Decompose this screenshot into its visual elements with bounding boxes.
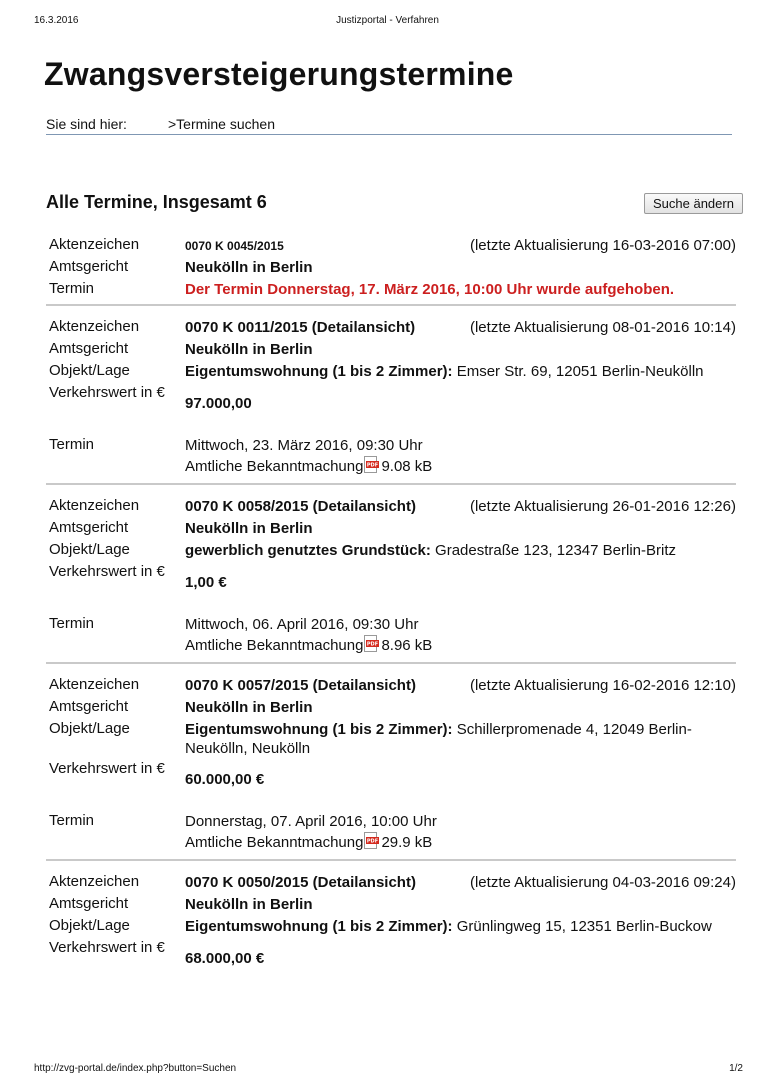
print-date: 16.3.2016 (34, 15, 79, 26)
label-amtsgericht: Amtsgericht (49, 698, 129, 715)
svg-text:PDF: PDF (367, 462, 379, 468)
announcement-link[interactable]: Amtliche Bekanntmachung (185, 637, 364, 654)
object-address: Grünlingweg 15, 12351 Berlin-Buckow (452, 918, 712, 935)
label-objekt: Objekt/Lage (49, 541, 130, 558)
print-url: http://zvg-portal.de/index.php?button=Suchen (34, 1063, 237, 1074)
label-objekt: Objekt/Lage (49, 362, 130, 379)
label-termin: Termin (49, 615, 95, 632)
object-type: Eigentumswohnung (1 bis 2 Zimmer): (185, 363, 453, 380)
last-update: (letzte Aktualisierung 16-03-2016 07:00) (469, 237, 736, 254)
label-amtsgericht: Amtsgericht (49, 895, 129, 912)
change-search-button[interactable]: Suche ändern (644, 193, 743, 214)
auction-date: Mittwoch, 23. März 2016, 09:30 Uhr (185, 437, 423, 454)
label-aktenzeichen: Aktenzeichen (49, 676, 140, 693)
pdf-icon[interactable] (364, 832, 379, 849)
court-value: Neukölln in Berlin (185, 520, 313, 537)
record-0011-2015 (46, 316, 736, 485)
auction-date: Donnerstag, 07. April 2016, 10:00 Uhr (185, 813, 437, 830)
object-address: Gradestraße 123, 12347 Berlin-Britz (430, 542, 676, 559)
aktenzeichen-value: 0070 K 0045/2015 (185, 239, 284, 253)
court-value: Neukölln in Berlin (185, 259, 313, 276)
aktenzeichen-detail-link[interactable]: 0070 K 0011/2015 (Detailansicht) (185, 319, 416, 336)
market-value: 1,00 € (185, 574, 227, 591)
label-verkehrswert: Verkehrswert in € (49, 939, 165, 956)
object-type: gewerblich genutztes Grundstück: (185, 542, 431, 559)
label-objekt: Objekt/Lage (49, 917, 130, 934)
aktenzeichen-detail-link[interactable]: 0070 K 0058/2015 (Detailansicht) (185, 498, 416, 515)
court-value: Neukölln in Berlin (185, 699, 313, 716)
court-value: Neukölln in Berlin (185, 896, 313, 913)
svg-text:PDF: PDF (367, 838, 379, 844)
record-0050-2015 (46, 871, 736, 985)
page-title: Zwangsversteigerungstermine (44, 56, 514, 92)
results-heading: Alle Termine, Insgesamt 6 (46, 192, 267, 212)
label-verkehrswert: Verkehrswert in € (49, 384, 165, 401)
record-0058-2015 (46, 495, 736, 664)
file-size: 29.9 kB (381, 834, 433, 851)
label-aktenzeichen: Aktenzeichen (49, 318, 140, 335)
label-amtsgericht: Amtsgericht (49, 340, 129, 357)
label-verkehrswert: Verkehrswert in € (49, 563, 165, 580)
file-size: 9.08 kB (381, 458, 433, 475)
label-termin: Termin (49, 436, 95, 453)
label-aktenzeichen: Aktenzeichen (49, 497, 140, 514)
breadcrumb (46, 116, 732, 135)
label-objekt: Objekt/Lage (49, 720, 130, 737)
aktenzeichen-detail-link[interactable]: 0070 K 0057/2015 (Detailansicht) (185, 677, 416, 694)
label-amtsgericht: Amtsgericht (49, 519, 129, 536)
object-type: Eigentumswohnung (1 bis 2 Zimmer): (185, 918, 453, 935)
cancelled-notice: Der Termin Donnerstag, 17. März 2016, 10:00 Uhr wurde aufgehoben. (185, 281, 675, 298)
last-update: (letzte Aktualisierung 08-01-2016 10:14) (469, 319, 736, 336)
market-value: 68.000,00 € (185, 950, 265, 967)
records-list (46, 234, 736, 995)
label-termin: Termin (49, 812, 95, 829)
svg-text:PDF: PDF (367, 641, 379, 647)
pdf-icon[interactable] (364, 456, 379, 473)
market-value: 60.000,00 € (185, 771, 265, 788)
record-0057-2015 (46, 674, 736, 861)
page-number: 1/2 (729, 1063, 743, 1074)
last-update: (letzte Aktualisierung 26-01-2016 12:26) (469, 498, 736, 515)
record-0045-2015 (46, 234, 736, 306)
object-address: Schillerpromenade 4, 12049 Berlin-Neukölln, Neukölln (185, 721, 692, 757)
auction-date: Mittwoch, 06. April 2016, 09:30 Uhr (185, 616, 419, 633)
label-verkehrswert: Verkehrswert in € (49, 760, 165, 777)
court-value: Neukölln in Berlin (185, 341, 313, 358)
pdf-icon[interactable] (364, 635, 379, 652)
label-aktenzeichen: Aktenzeichen (49, 236, 140, 253)
market-value: 97.000,00 (185, 395, 252, 412)
last-update: (letzte Aktualisierung 16-02-2016 12:10) (469, 677, 736, 694)
announcement-link[interactable]: Amtliche Bekanntmachung (185, 458, 364, 475)
breadcrumb-item-termine-suchen[interactable]: >Termine suchen (168, 116, 276, 132)
label-aktenzeichen: Aktenzeichen (49, 873, 140, 890)
file-size: 8.96 kB (381, 637, 433, 654)
label-termin: Termin (49, 280, 95, 297)
object-address: Emser Str. 69, 12051 Berlin-Neukölln (452, 363, 704, 380)
breadcrumb-label: Sie sind hier: (46, 116, 127, 132)
object-type: Eigentumswohnung (1 bis 2 Zimmer): (185, 721, 453, 738)
print-title: Justizportal - Verfahren (336, 15, 439, 26)
last-update: (letzte Aktualisierung 04-03-2016 09:24) (469, 874, 736, 891)
aktenzeichen-detail-link[interactable]: 0070 K 0050/2015 (Detailansicht) (185, 874, 416, 891)
label-amtsgericht: Amtsgericht (49, 258, 129, 275)
announcement-link[interactable]: Amtliche Bekanntmachung (185, 834, 364, 851)
